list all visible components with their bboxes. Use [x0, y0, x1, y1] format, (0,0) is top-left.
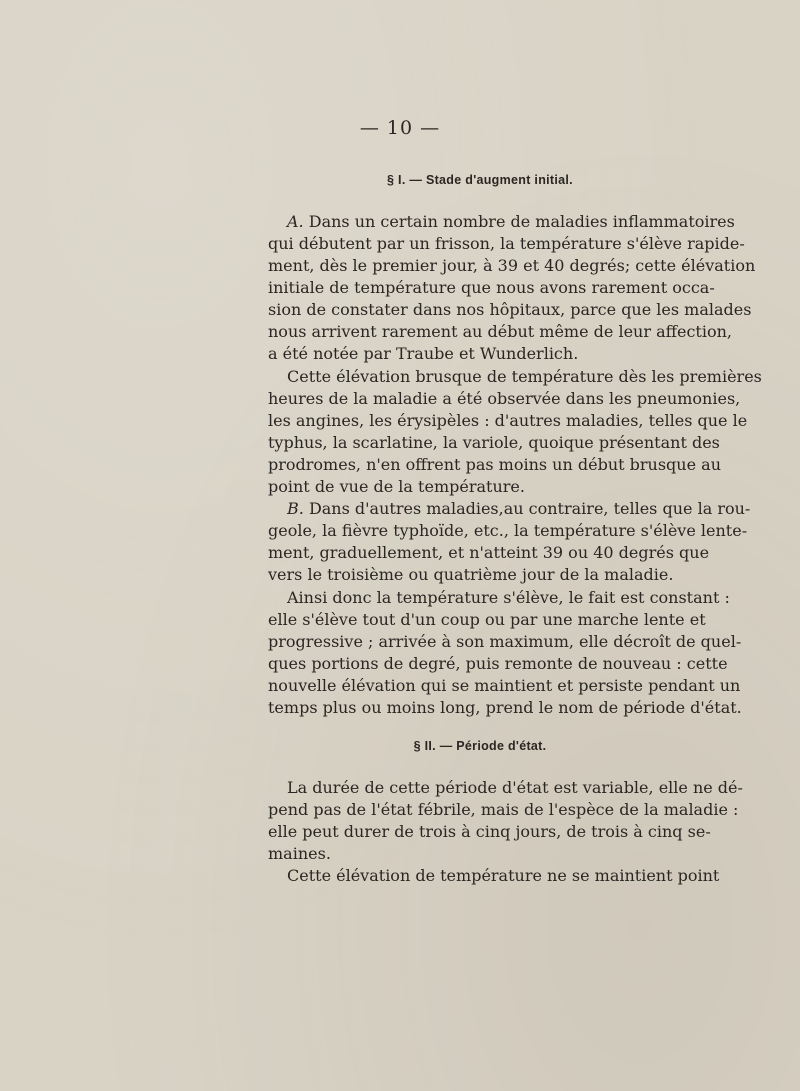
paragraph-a-line-5: sion de constater dans nos hôpitaux, parce que les malades [268, 300, 752, 319]
paragraph-b-line-2: geole, la fièvre typhoïde, etc., la température s'élève lente- [268, 521, 748, 540]
paragraph-a-line-6: nous arrivent rarement au début même de leur affection, [268, 322, 732, 341]
paragraph-b-line-4: vers le troisième ou quatrième jour de la maladie. [268, 565, 674, 584]
paragraph-ainsi-line-2: elle s'élève tout d'un coup ou par une marche lente et [268, 610, 706, 629]
paragraph-cette-line-1: Cette élévation de température ne se maintient point [287, 866, 720, 885]
paragraph-a-line-4: initiale de température que nous avons rarement occa- [268, 278, 715, 297]
paragraph-b-line-3: ment, graduellement, et n'atteint 39 ou 40 degrés que [268, 543, 710, 562]
paragraph-a-line-3: ment, dès le premier jour, à 39 et 40 degrés; cette élévation [268, 256, 756, 275]
paragraph-brusque-line-5: prodromes, n'en offrent pas moins un début brusque au [268, 455, 721, 474]
paragraph-duree-line-3: elle peut durer de trois à cinq jours, de trois à cinq se- [268, 822, 711, 841]
page-number: — 10 — [359, 117, 441, 139]
paragraph-duree-line-4: maines. [268, 844, 331, 863]
paragraph-ainsi-line-4: ques portions de degré, puis remonte de nouveau : cette [268, 654, 728, 673]
paragraph-b-line-1 [287, 498, 751, 520]
paragraph-brusque-line-4: typhus, la scarlatine, la variole, quoique présentant des [268, 433, 720, 452]
paragraph-ainsi-line-3: progressive ; arrivée à son maximum, elle décroît de quel- [268, 632, 742, 651]
paragraph-brusque-line-3: les angines, les érysipèles : d'autres maladies, telles que le [268, 411, 748, 430]
paragraph-a-line-1 [287, 211, 735, 233]
paragraph-text: Dans d'autres maladies,au contraire, telles que la rou- [308, 499, 751, 518]
paragraph-text: Dans un certain nombre de maladies inflammatoires [308, 212, 735, 231]
paragraph-ainsi-line-6: temps plus ou moins long, prend le nom de période d'état. [268, 698, 742, 717]
paragraph-duree-line-1: La durée de cette période d'état est variable, elle ne dé- [287, 778, 743, 797]
paragraph-marker-b: B. [287, 499, 304, 518]
paragraph-brusque-line-2: heures de la maladie a été observée dans les pneumonies, [268, 389, 741, 408]
paragraph-ainsi-line-5: nouvelle élévation qui se maintient et persiste pendant un [268, 676, 741, 695]
paragraph-a-line-7: a été notée par Traube et Wunderlich. [268, 344, 579, 363]
paragraph-brusque-line-1: Cette élévation brusque de température dès les premières [287, 367, 762, 386]
section-heading-2: § II. — Période d'état. [413, 739, 547, 753]
section-heading-1: § I. — Stade d'augment initial. [387, 173, 573, 187]
paragraph-a-line-2: qui débutent par un frisson, la température s'élève rapide- [268, 234, 745, 253]
paragraph-ainsi-line-1: Ainsi donc la température s'élève, le fait est constant : [287, 588, 730, 607]
paragraph-duree-line-2: pend pas de l'état fébrile, mais de l'espèce de la maladie : [268, 800, 739, 819]
paragraph-brusque-line-6: point de vue de la température. [268, 477, 525, 496]
paragraph-marker-a: A. [287, 212, 304, 231]
